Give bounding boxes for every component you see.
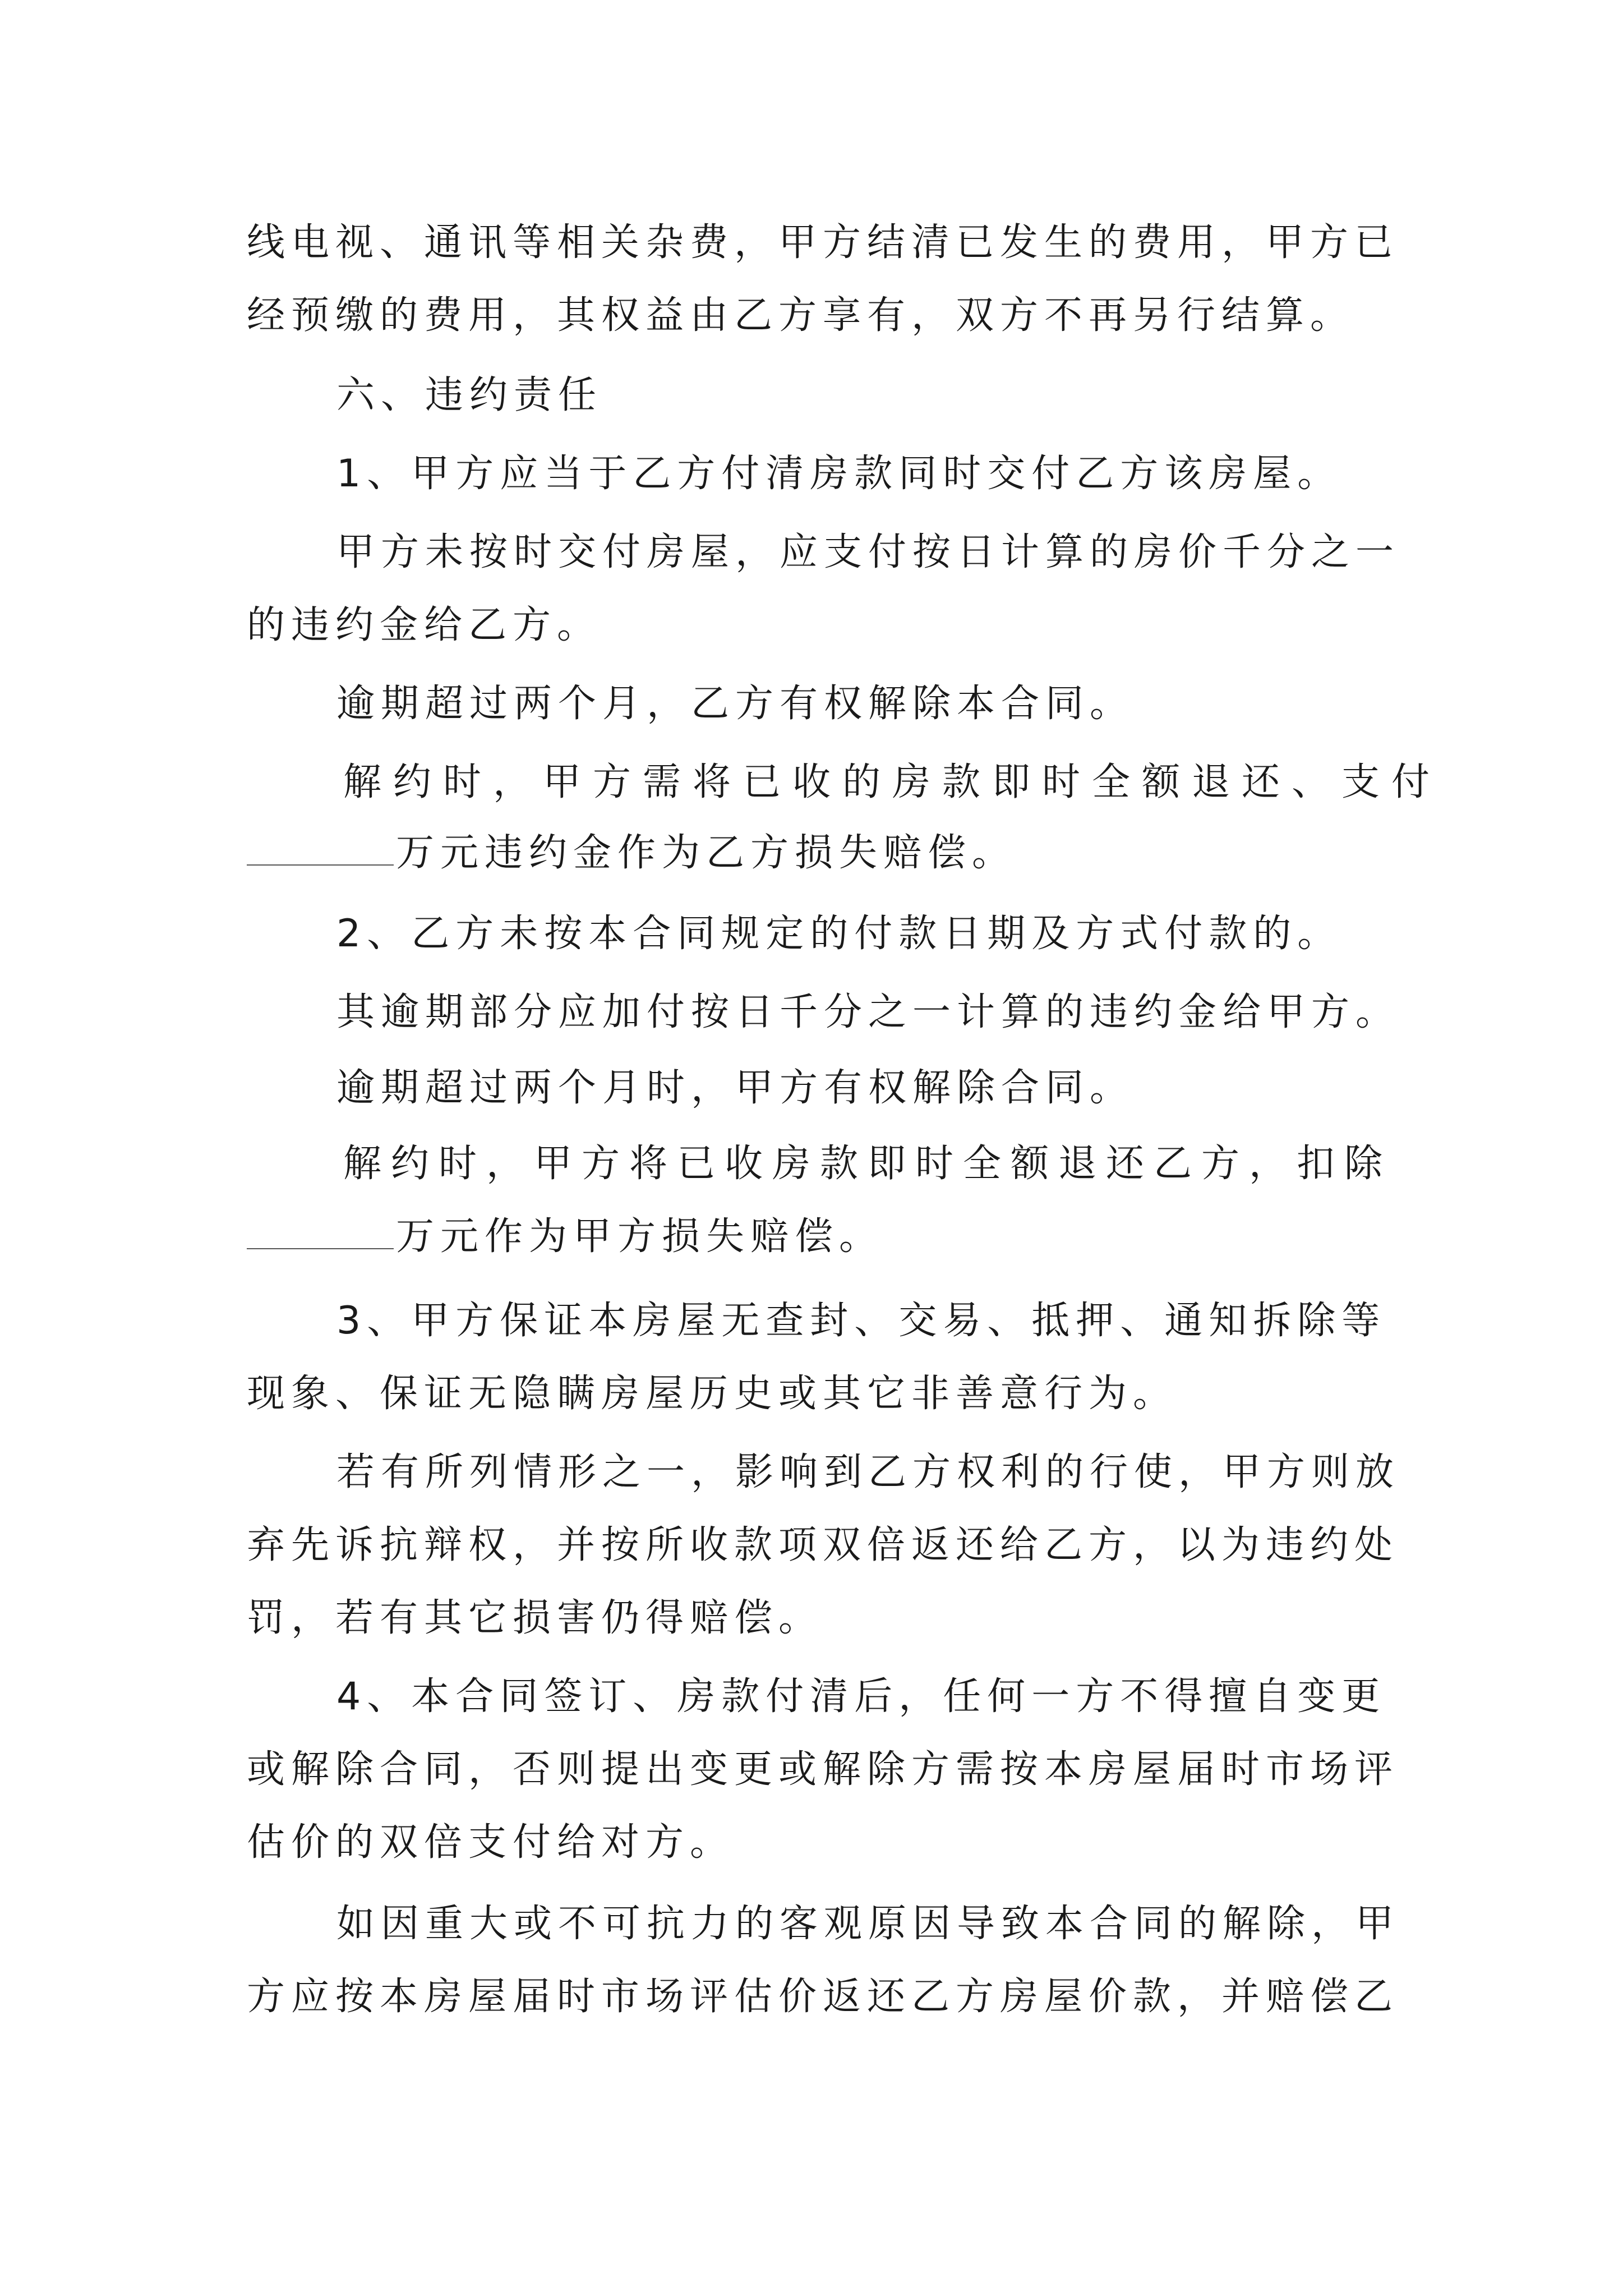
fill-in-blank — [247, 831, 394, 866]
text-line: 若有所列情形之一，影响到乙方权利的行使，甲方则放 — [336, 1450, 1400, 1494]
clause-1: 1、甲方应当于乙方付清房款同时交付乙方该房屋。 — [336, 452, 1342, 496]
text-line: 其逾期部分应加付按日千分之一计算的违约金给甲方。 — [336, 990, 1400, 1034]
text-line: 估价的双倍支付给对方。 — [247, 1820, 735, 1865]
text-line: 解约时，甲方需将已收的房款即时全额退还、支付 — [343, 760, 1442, 804]
text-line: 罚，若有其它损害仍得赔偿。 — [247, 1596, 823, 1640]
text-line: 逾期超过两个月，乙方有权解除本合同。 — [336, 682, 1135, 726]
text-line-with-blank — [247, 828, 1016, 878]
clause-4: 4、本合同签订、房款付清后，任何一方不得擅自变更 — [336, 1674, 1386, 1719]
text-fragment: 万元作为甲方损失赔偿。 — [396, 1214, 884, 1259]
text-line: 现象、保证无隐瞒房屋历史或其它非善意行为。 — [247, 1372, 1178, 1416]
text-line: 弃先诉抗辩权，并按所收款项双倍返还给乙方，以为违约处 — [247, 1523, 1399, 1567]
clause-3: 3、甲方保证本房屋无查封、交易、抵押、通知拆除等 — [336, 1299, 1386, 1343]
text-line: 解约时，甲方将已收房款即时全额退还乙方，扣除 — [343, 1142, 1393, 1186]
text-line: 经预缴的费用，其权益由乙方享有，双方不再另行结算。 — [247, 293, 1355, 338]
text-line: 的违约金给乙方。 — [247, 603, 602, 647]
text-line: 逾期超过两个月时，甲方有权解除合同。 — [336, 1066, 1135, 1110]
text-line: 如因重大或不可抗力的客观原因导致本合同的解除，甲 — [336, 1902, 1400, 1946]
text-line: 甲方未按时交付房屋，应支付按日计算的房价千分之一 — [336, 530, 1400, 574]
text-fragment: 万元违约金作为乙方损失赔偿。 — [396, 831, 1017, 875]
text-line: 或解除合同，否则提出变更或解除方需按本房屋届时市场评 — [247, 1747, 1399, 1792]
text-line: 线电视、通讯等相关杂费，甲方结清已发生的费用，甲方已 — [247, 220, 1399, 265]
fill-in-blank — [247, 1214, 394, 1249]
clause-2: 2、乙方未按本合同规定的付款日期及方式付款的。 — [336, 912, 1342, 956]
text-line: 方应按本房屋届时市场评估价返还乙方房屋价款，并赔偿乙 — [247, 1975, 1399, 2019]
section-heading: 六、违约责任 — [336, 373, 603, 417]
text-line-with-blank — [247, 1212, 883, 1262]
